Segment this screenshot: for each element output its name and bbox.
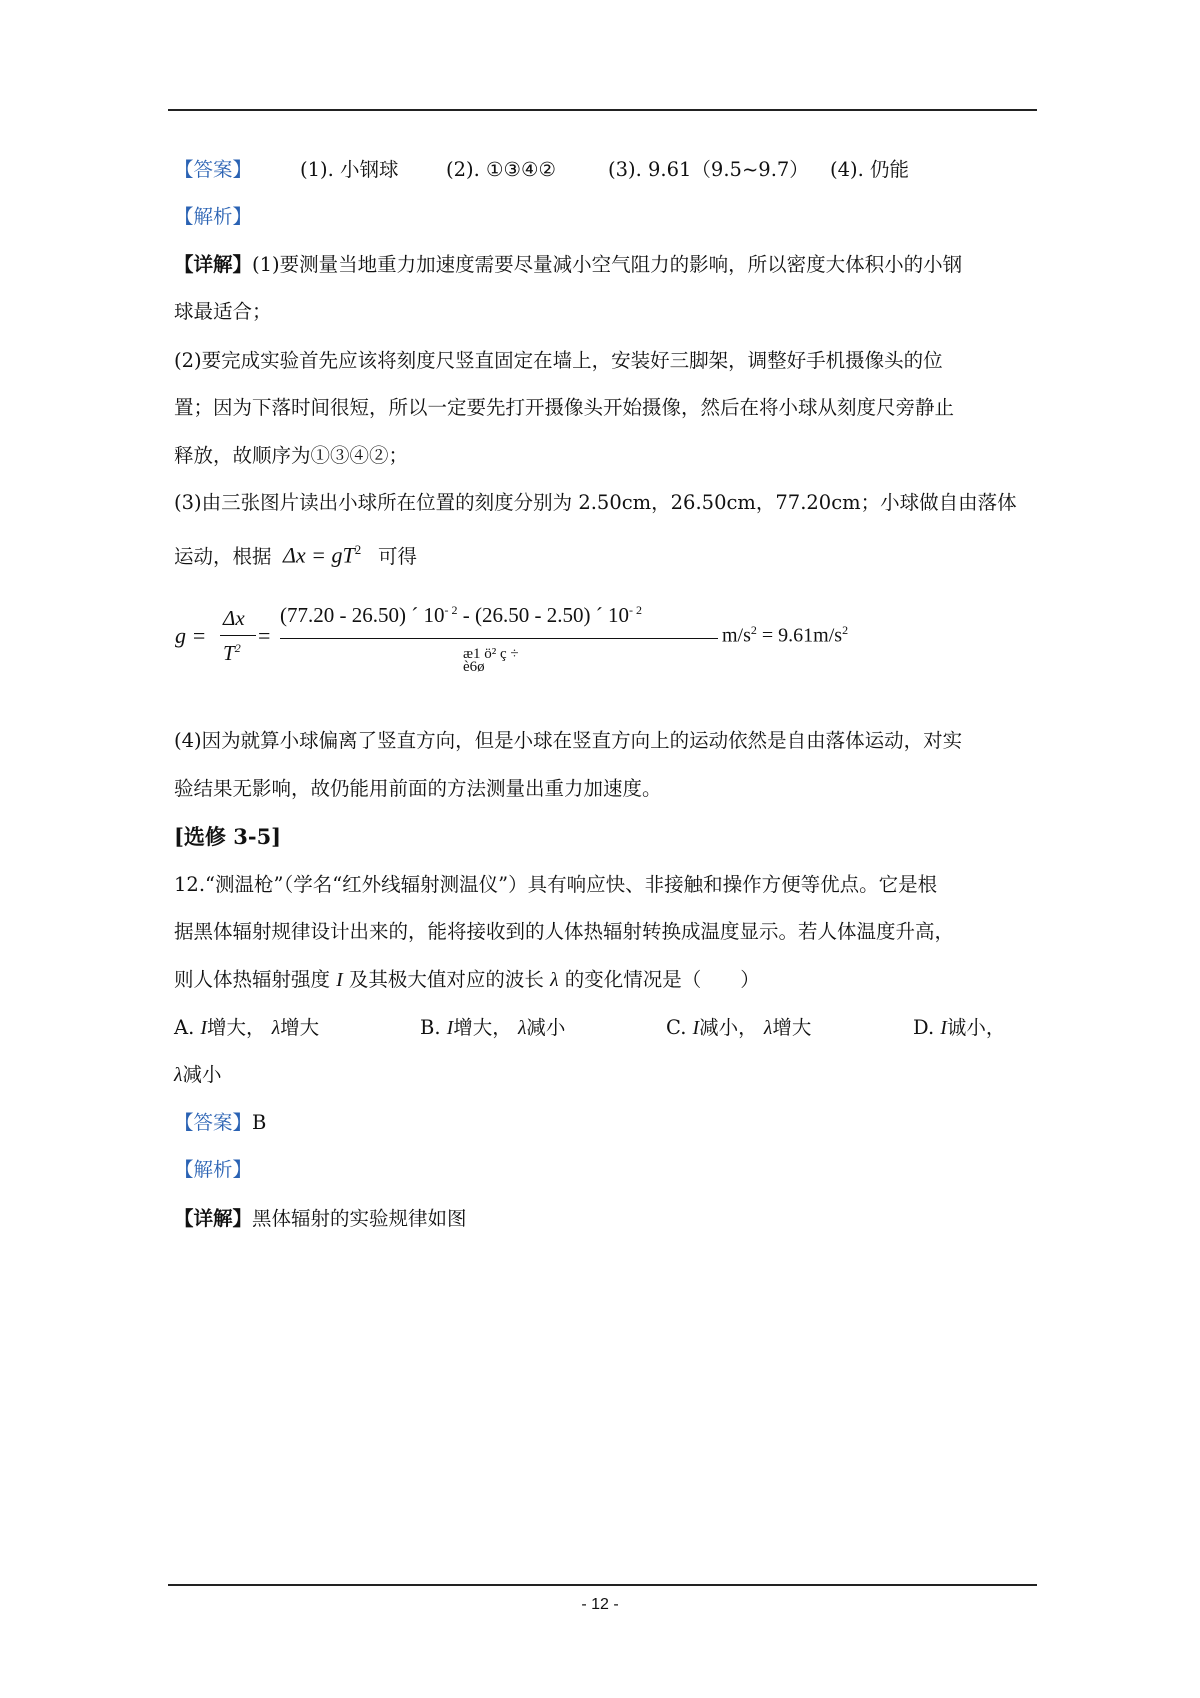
formula-unit-exp: 2 [750, 623, 757, 637]
option-a-I: I [200, 1018, 207, 1039]
formula-frac-bar-2 [280, 638, 718, 639]
detail-line-4: 置；因为下落时间很短，所以一定要先打开摄像头开始摄像，然后在将小球从刻度尺旁静止 [174, 396, 955, 419]
formula-unit [722, 623, 848, 648]
footer-rule [168, 1584, 1037, 1586]
option-b-t1: 增大， [453, 1016, 512, 1039]
option-b-t2: 减小 [526, 1016, 566, 1039]
formula-frac-bar-1 [220, 635, 256, 636]
formula-result-exp: 2 [842, 623, 849, 637]
analysis2-tag: 【解析】 [174, 1158, 253, 1181]
option-b-letter: B. [420, 1016, 441, 1039]
option-c-lambda: λ [763, 1018, 773, 1039]
detail-line-8: (4)因为就算小球偏离了竖直方向，但是小球在竖直方向上的运动依然是自由落体运动，对实 [174, 729, 963, 752]
option-d-t1: 诚小， [946, 1016, 1006, 1039]
inline-formula-text: Δx = gT [283, 542, 355, 568]
formula-eq: = [258, 623, 271, 648]
formula-denominator: æ1 ö² ç ÷ è6ø [463, 646, 519, 675]
formula-numerator [280, 603, 642, 628]
detail-text-1: (1)要测量当地重力加速度需要尽量减小空气阻力的影响，所以密度大体积小的小钢 [252, 253, 963, 276]
option-b [420, 1016, 565, 1041]
q12-l5-lambda: λ [174, 1065, 183, 1086]
formula-num-exp1: - 2 [444, 603, 458, 617]
q12-l3-lambda: λ [550, 970, 559, 991]
q12-l5-text: 减小 [182, 1063, 222, 1086]
detail2-tag: 【详解】 [174, 1207, 253, 1230]
option-c [666, 1016, 811, 1041]
detail-line-7 [174, 545, 272, 569]
option-c-t1: 减小， [699, 1016, 758, 1039]
formula-num-exp2: - 2 [628, 603, 642, 617]
formula-num-a: (77.20 - 26.50) ´ 10 [280, 603, 445, 627]
option-a-t2: 增大 [280, 1016, 320, 1039]
option-b-lambda: λ [517, 1018, 527, 1039]
header-rule [168, 109, 1037, 111]
detail-tag: 【详解】 [174, 253, 253, 276]
q12-l3-e: 的变化情况是（ ） [564, 968, 760, 991]
answer2-value: B [252, 1111, 267, 1134]
q12-line-1: 12.“测温枪”（学名“红外线辐射测温仪”）具有响应快、非接触和操作方便等优点。它是根 [174, 873, 938, 896]
option-a-letter: A. [174, 1016, 195, 1039]
formula-frac-den-text: T [223, 641, 235, 665]
detail-line-7-text-b: 可得 [378, 545, 418, 568]
answer2-tag: 【答案】 [174, 1111, 253, 1134]
detail-line-3: (2)要完成实验首先应该将刻度尺竖直固定在墙上，安装好三脚架，调整好手机摄像头的位 [174, 349, 943, 372]
answer-part-4: (4). 仍能 [830, 158, 910, 181]
formula-lhs: g = [175, 623, 207, 648]
option-a-t1: 增大， [206, 1016, 266, 1039]
answer-part-1: (1). 小钢球 [300, 158, 399, 181]
q12-line-2: 据黑体辐射规律设计出来的，能将接收到的人体热辐射转换成温度显示。若人体温度升高， [174, 920, 955, 943]
detail2-text: 黑体辐射的实验规律如图 [252, 1207, 467, 1230]
analysis-tag: 【解析】 [174, 205, 253, 228]
detail-line-7-text-a: 运动，根据 [174, 545, 272, 568]
option-d-I: I [940, 1018, 947, 1039]
q12-l3-a: 则人体热辐射强度 [174, 968, 331, 991]
detail-line-5: 释放，故顺序为①③④②； [174, 444, 409, 467]
option-d-letter: D. [913, 1016, 935, 1039]
formula-result: = 9.61m/s [761, 624, 843, 647]
answer-tag: 【答案】 [174, 158, 253, 181]
detail-line-6: (3)由三张图片读出小球所在位置的刻度分别为 2.50cm，26.50cm，77.20cm；小球做自由落体 [174, 491, 1017, 514]
option-b-I: I [446, 1018, 454, 1039]
inline-formula-exp: 2 [354, 542, 362, 557]
formula-unit-text: m/s [722, 624, 751, 647]
q12-line-3 [174, 968, 760, 993]
q12-l3-c: 及其极大值对应的波长 [348, 968, 544, 991]
q12-line-5 [174, 1063, 221, 1088]
detail-line-9: 验结果无影响，故仍能用前面的方法测量出重力加速度。 [174, 777, 662, 800]
answer-line [174, 158, 252, 182]
inline-formula [283, 542, 361, 568]
option-a-lambda: λ [271, 1018, 281, 1039]
page-number: - 12 - [581, 1596, 619, 1613]
detail-line-2: 球最适合； [174, 300, 272, 323]
formula-frac-den [223, 641, 241, 666]
option-c-I: I [692, 1018, 700, 1039]
section-title: [选修 3-5] [174, 824, 282, 849]
option-a [174, 1016, 319, 1041]
answer-part-2: (2). ①③④② [446, 158, 556, 181]
formula-num-b: - (26.50 - 2.50) ´ 10 [457, 603, 629, 627]
option-d [913, 1016, 1005, 1041]
answer2-line [174, 1111, 266, 1135]
formula-frac-num: Δx [223, 606, 245, 630]
formula-frac-den-exp: 2 [234, 641, 241, 655]
answer-part-3: (3). 9.61（9.5~9.7） [608, 158, 809, 181]
detail-line-1 [174, 253, 962, 277]
detail2-line [174, 1207, 467, 1231]
q12-l3-I: I [336, 970, 343, 991]
option-c-t2: 增大 [772, 1016, 812, 1039]
option-c-letter: C. [666, 1016, 687, 1039]
